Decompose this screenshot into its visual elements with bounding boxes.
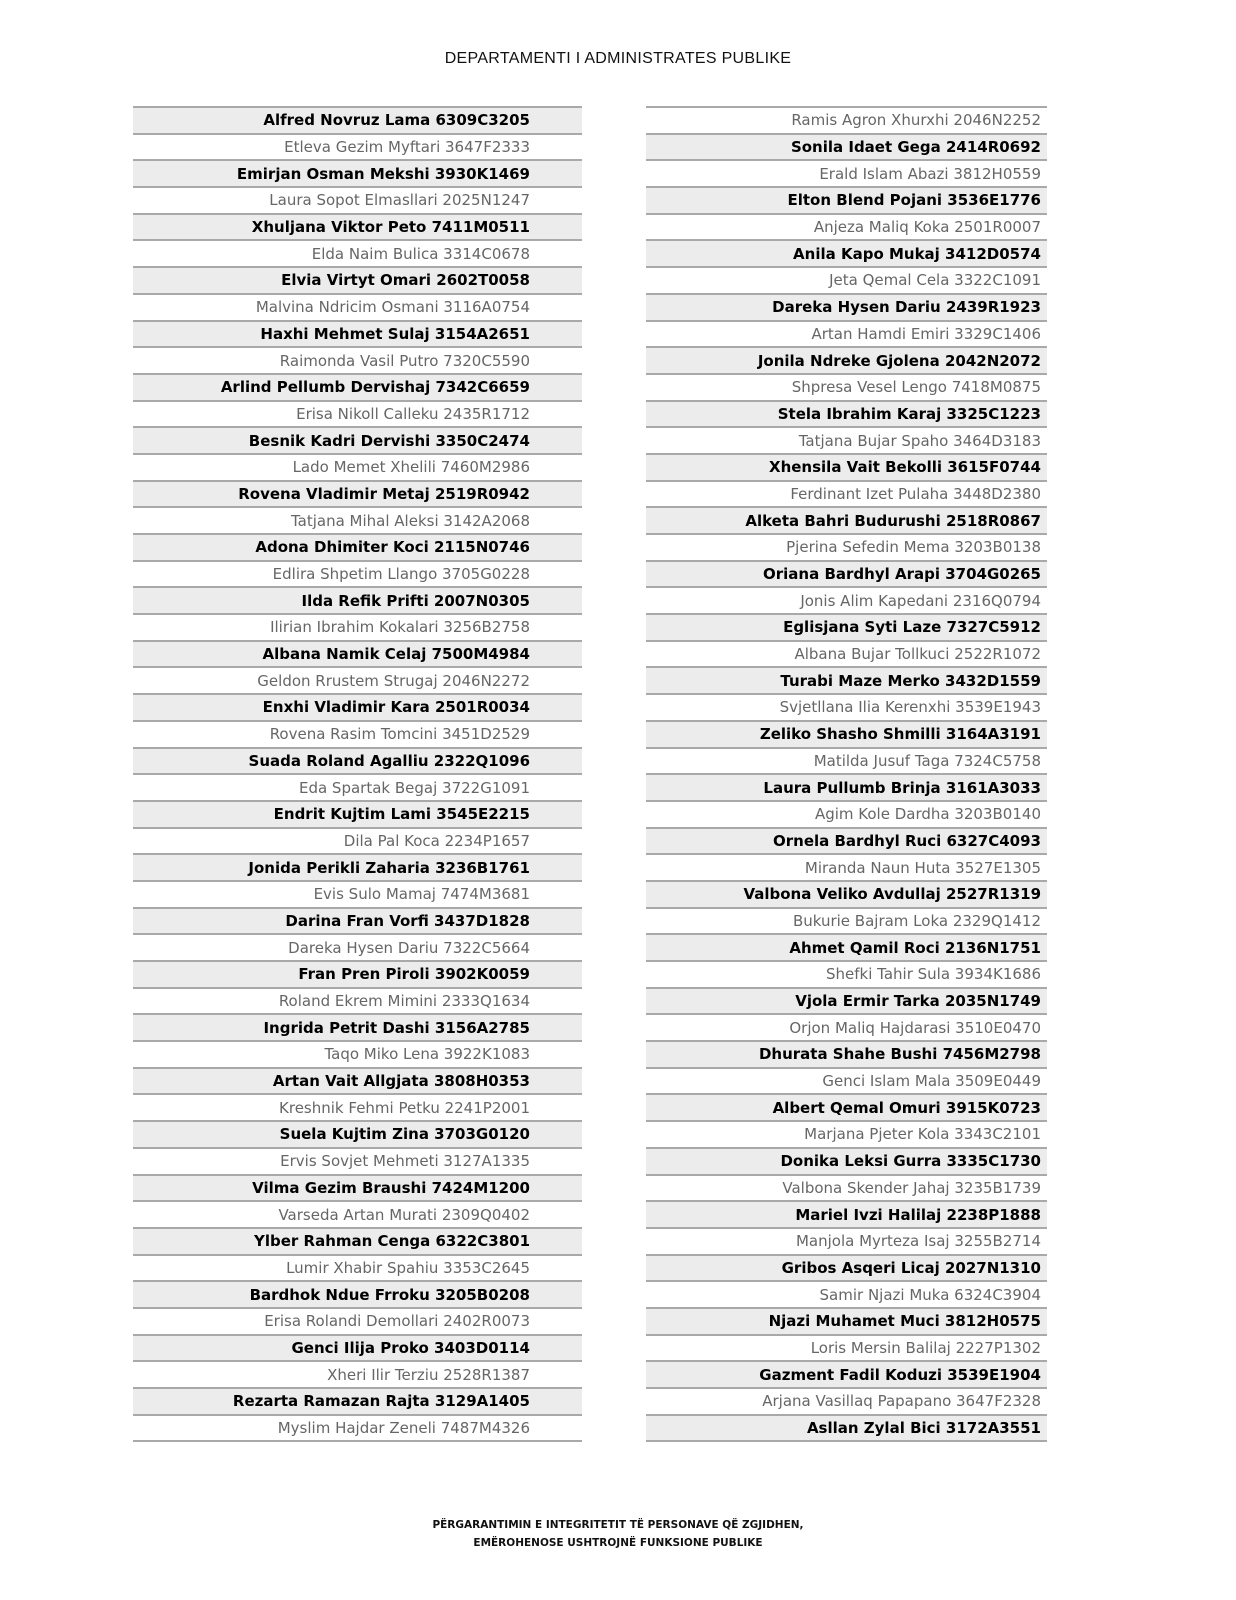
list-item: Roland Ekrem Mimini 2333Q1634 <box>133 987 582 1014</box>
list-item: Dareka Hysen Dariu 2439R1923 <box>646 293 1047 320</box>
left-name-column <box>133 106 582 1442</box>
list-item: Matilda Jusuf Taga 7324C5758 <box>646 747 1047 774</box>
list-item: Jeta Qemal Cela 3322C1091 <box>646 266 1047 293</box>
list-item: Jonila Ndreke Gjolena 2042N2072 <box>646 346 1047 373</box>
list-item: Jonida Perikli Zaharia 3236B1761 <box>133 853 582 880</box>
list-item: Ilirian Ibrahim Kokalari 3256B2758 <box>133 613 582 640</box>
list-item: Ingrida Petrit Dashi 3156A2785 <box>133 1013 582 1040</box>
list-item: Ornela Bardhyl Ruci 6327C4093 <box>646 827 1047 854</box>
list-item: Anjeza Maliq Koka 2501R0007 <box>646 213 1047 240</box>
list-item: Svjetllana Ilia Kerenxhi 3539E1943 <box>646 693 1047 720</box>
list-item: Malvina Ndricim Osmani 3116A0754 <box>133 293 582 320</box>
list-item: Samir Njazi Muka 6324C3904 <box>646 1280 1047 1307</box>
list-item: Ahmet Qamil Roci 2136N1751 <box>646 933 1047 960</box>
list-item: Albana Namik Celaj 7500M4984 <box>133 640 582 667</box>
list-item: Turabi Maze Merko 3432D1559 <box>646 666 1047 693</box>
list-item: Alketa Bahri Budurushi 2518R0867 <box>646 506 1047 533</box>
page-title: DEPARTAMENTI I ADMINISTRATES PUBLIKE <box>444 50 792 67</box>
list-item: Tatjana Mihal Aleksi 3142A2068 <box>133 506 582 533</box>
list-item: Marjana Pjeter Kola 3343C2101 <box>646 1120 1047 1147</box>
list-item: Loris Mersin Balilaj 2227P1302 <box>646 1334 1047 1361</box>
list-item: Genci Islam Mala 3509E0449 <box>646 1067 1047 1094</box>
list-item: Erisa Nikoll Calleku 2435R1712 <box>133 400 582 427</box>
list-item: Genci Ilija Proko 3403D0114 <box>133 1334 582 1361</box>
list-item: Miranda Naun Huta 3527E1305 <box>646 853 1047 880</box>
list-item: Tatjana Bujar Spaho 3464D3183 <box>646 426 1047 453</box>
list-item: Artan Hamdi Emiri 3329C1406 <box>646 320 1047 347</box>
list-item: Agim Kole Dardha 3203B0140 <box>646 800 1047 827</box>
list-item: Ilda Refik Prifti 2007N0305 <box>133 586 582 613</box>
list-item: Evis Sulo Mamaj 7474M3681 <box>133 880 582 907</box>
list-item: Shpresa Vesel Lengo 7418M0875 <box>646 373 1047 400</box>
list-item: Rovena Rasim Tomcini 3451D2529 <box>133 720 582 747</box>
list-item: Lado Memet Xhelili 7460M2986 <box>133 453 582 480</box>
list-item: Vjola Ermir Tarka 2035N1749 <box>646 987 1047 1014</box>
list-item: Raimonda Vasil Putro 7320C5590 <box>133 346 582 373</box>
list-item: Dhurata Shahe Bushi 7456M2798 <box>646 1040 1047 1067</box>
list-item: Elda Naim Bulica 3314C0678 <box>133 239 582 266</box>
list-item: Vilma Gezim Braushi 7424M1200 <box>133 1174 582 1201</box>
list-item: Dila Pal Koca 2234P1657 <box>133 827 582 854</box>
list-item: Arlind Pellumb Dervishaj 7342C6659 <box>133 373 582 400</box>
list-item: Endrit Kujtim Lami 3545E2215 <box>133 800 582 827</box>
list-item: Xhensila Vait Bekolli 3615F0744 <box>646 453 1047 480</box>
list-item: Ferdinant Izet Pulaha 3448D2380 <box>646 480 1047 507</box>
list-item: Erald Islam Abazi 3812H0559 <box>646 159 1047 186</box>
list-item: Xhuljana Viktor Peto 7411M0511 <box>133 213 582 240</box>
list-item: Xheri Ilir Terziu 2528R1387 <box>133 1360 582 1387</box>
footer-line-2: EMËROHENOSE USHTROJNË FUNKSIONE PUBLIKE <box>473 1537 763 1549</box>
list-item: Bardhok Ndue Frroku 3205B0208 <box>133 1280 582 1307</box>
list-item: Albana Bujar Tollkuci 2522R1072 <box>646 640 1047 667</box>
list-item: Dareka Hysen Dariu 7322C5664 <box>133 933 582 960</box>
list-item: Stela Ibrahim Karaj 3325C1223 <box>646 400 1047 427</box>
list-item: Taqo Miko Lena 3922K1083 <box>133 1040 582 1067</box>
list-item: Rezarta Ramazan Rajta 3129A1405 <box>133 1387 582 1414</box>
list-item: Gazment Fadil Koduzi 3539E1904 <box>646 1360 1047 1387</box>
list-item: Alfred Novruz Lama 6309C3205 <box>133 106 582 133</box>
list-item: Fran Pren Piroli 3902K0059 <box>133 960 582 987</box>
list-item: Eda Spartak Begaj 3722G1091 <box>133 773 582 800</box>
list-item: Valbona Veliko Avdullaj 2527R1319 <box>646 880 1047 907</box>
list-item: Besnik Kadri Dervishi 3350C2474 <box>133 426 582 453</box>
list-item: Edlira Shpetim Llango 3705G0228 <box>133 560 582 587</box>
list-item: Myslim Hajdar Zeneli 7487M4326 <box>133 1414 582 1441</box>
list-item: Ervis Sovjet Mehmeti 3127A1335 <box>133 1147 582 1174</box>
column-bottom-rule <box>133 1440 582 1442</box>
list-item: Pjerina Sefedin Mema 3203B0138 <box>646 533 1047 560</box>
list-item: Lumir Xhabir Spahiu 3353C2645 <box>133 1254 582 1281</box>
list-item: Ylber Rahman Cenga 6322C3801 <box>133 1227 582 1254</box>
list-item: Geldon Rrustem Strugaj 2046N2272 <box>133 666 582 693</box>
list-item: Rovena Vladimir Metaj 2519R0942 <box>133 480 582 507</box>
list-item: Kreshnik Fehmi Petku 2241P2001 <box>133 1093 582 1120</box>
list-item: Arjana Vasillaq Papapano 3647F2328 <box>646 1387 1047 1414</box>
list-item: Jonis Alim Kapedani 2316Q0794 <box>646 586 1047 613</box>
list-item: Mariel Ivzi Halilaj 2238P1888 <box>646 1200 1047 1227</box>
list-item: Darina Fran Vorfi 3437D1828 <box>133 907 582 934</box>
list-item: Suela Kujtim Zina 3703G0120 <box>133 1120 582 1147</box>
list-item: Zeliko Shasho Shmilli 3164A3191 <box>646 720 1047 747</box>
list-item: Elton Blend Pojani 3536E1776 <box>646 186 1047 213</box>
list-item: Shefki Tahir Sula 3934K1686 <box>646 960 1047 987</box>
list-item: Laura Pullumb Brinja 3161A3033 <box>646 773 1047 800</box>
list-item: Eglisjana Syti Laze 7327C5912 <box>646 613 1047 640</box>
list-item: Laura Sopot Elmasllari 2025N1247 <box>133 186 582 213</box>
list-item: Orjon Maliq Hajdarasi 3510E0470 <box>646 1013 1047 1040</box>
list-item: Erisa Rolandi Demollari 2402R0073 <box>133 1307 582 1334</box>
list-item: Elvia Virtyt Omari 2602T0058 <box>133 266 582 293</box>
list-item: Asllan Zylal Bici 3172A3551 <box>646 1414 1047 1441</box>
right-name-column <box>646 106 1047 1442</box>
list-item: Suada Roland Agalliu 2322Q1096 <box>133 747 582 774</box>
list-item: Valbona Skender Jahaj 3235B1739 <box>646 1174 1047 1201</box>
list-item: Etleva Gezim Myftari 3647F2333 <box>133 133 582 160</box>
list-item: Haxhi Mehmet Sulaj 3154A2651 <box>133 320 582 347</box>
list-item: Oriana Bardhyl Arapi 3704G0265 <box>646 560 1047 587</box>
list-item: Gribos Asqeri Licaj 2027N1310 <box>646 1254 1047 1281</box>
list-item: Adona Dhimiter Koci 2115N0746 <box>133 533 582 560</box>
list-item: Manjola Myrteza Isaj 3255B2714 <box>646 1227 1047 1254</box>
list-item: Varseda Artan Murati 2309Q0402 <box>133 1200 582 1227</box>
list-item: Anila Kapo Mukaj 3412D0574 <box>646 239 1047 266</box>
list-item: Donika Leksi Gurra 3335C1730 <box>646 1147 1047 1174</box>
list-item: Enxhi Vladimir Kara 2501R0034 <box>133 693 582 720</box>
footer-line-1: PËRGARANTIMIN E INTEGRITETIT TË PERSONAVE QË ZGJIDHEN, <box>432 1519 804 1531</box>
list-item: Emirjan Osman Mekshi 3930K1469 <box>133 159 582 186</box>
list-item: Artan Vait Allgjata 3808H0353 <box>133 1067 582 1094</box>
list-item: Bukurie Bajram Loka 2329Q1412 <box>646 907 1047 934</box>
list-item: Sonila Idaet Gega 2414R0692 <box>646 133 1047 160</box>
list-item: Ramis Agron Xhurxhi 2046N2252 <box>646 106 1047 133</box>
list-item: Albert Qemal Omuri 3915K0723 <box>646 1093 1047 1120</box>
list-item: Njazi Muhamet Muci 3812H0575 <box>646 1307 1047 1334</box>
column-bottom-rule <box>646 1440 1047 1442</box>
